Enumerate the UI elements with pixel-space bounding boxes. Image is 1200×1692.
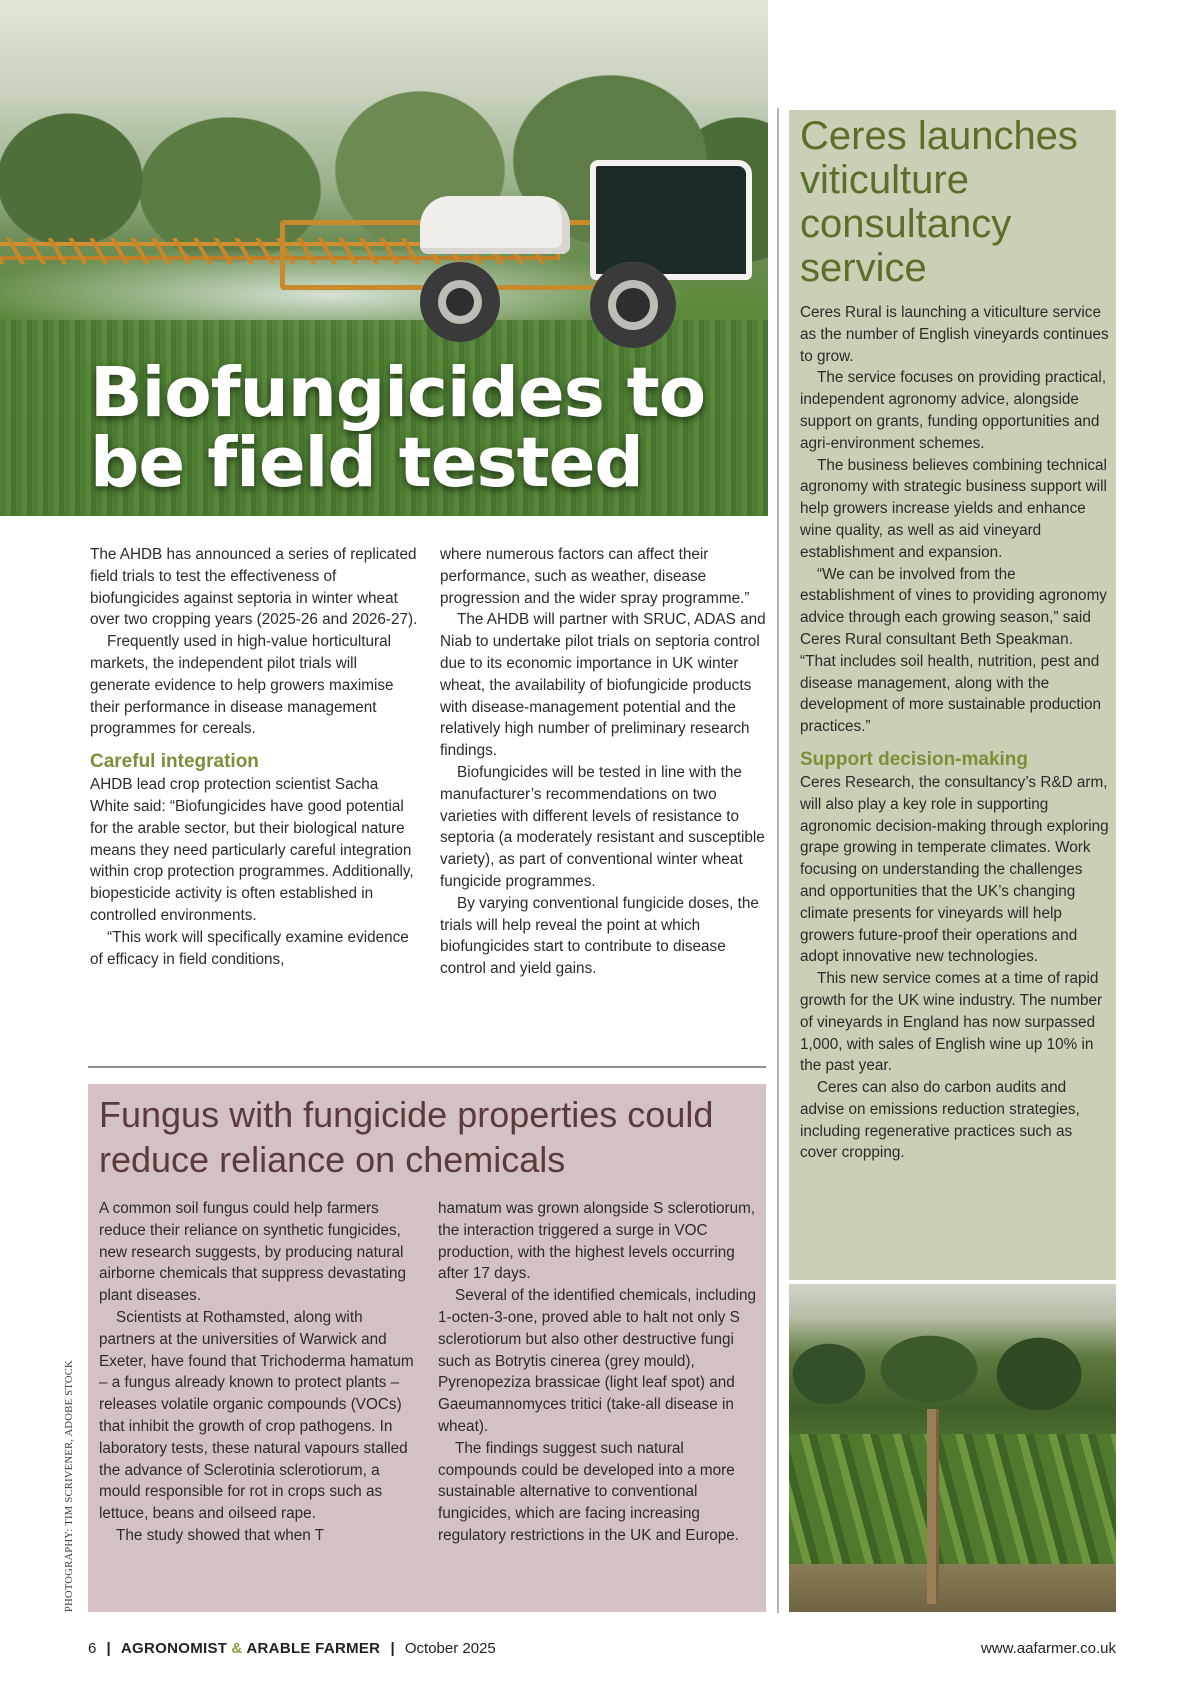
publication-name-part-2: ARABLE FARMER xyxy=(246,1640,381,1657)
paragraph: Ceres Rural is launching a viticulture service as the number of English vineyards continues to grow. xyxy=(800,304,1109,365)
vineyard-woods xyxy=(789,1314,1116,1424)
page-number: 6 xyxy=(88,1640,97,1657)
ceres-headline: Ceres launches viticulture consultancy service xyxy=(800,114,1078,290)
vineyard-post xyxy=(927,1409,939,1604)
paragraph: By varying conventional fungicide doses, the trials will help reveal the point at which biofungicides start to contribute to disease control and yield gains. xyxy=(440,894,759,978)
paragraph: The AHDB has announced a series of replicated field trials to test the effectiveness of biofungicides against septoria in winter wheat over two cropping years (2025-26 and 2026-27). xyxy=(90,546,418,629)
sprayer-wheel xyxy=(590,262,676,348)
paragraph: A common soil fungus could help farmers reduce their reliance on synthetic fungicides, new research suggests, by producing natural airborne chemicals that suppress devastating plant diseases. xyxy=(99,1200,406,1305)
paragraph: Several of the identified chemicals, including 1-octen-3-one, proved able to halt not only S sclerotiorum but also other destructive fungi such as Botrytis cinerea (grey mould), Pyrenopeziza brassicae (light leaf spot) and Gaeumannomyces tritici (take-all disease in wheat). xyxy=(438,1287,757,1435)
main-article-column-2 xyxy=(440,544,770,980)
paragraph: AHDB lead crop protection scientist Sacha White said: “Biofungicides have good potential for the arable sector, but their biological nature means they need particularly careful integration within crop protection programmes. Additionally, biopesticide activity is often established in controlled environments. xyxy=(90,776,414,924)
paragraph: The study showed that when T xyxy=(116,1526,325,1544)
fungus-headline: Fungus with fungicide properties could reduce reliance on chemicals xyxy=(99,1094,714,1180)
paragraph: where numerous factors can affect their performance, such as weather, disease progression and the wider spray programme.” xyxy=(440,546,750,607)
hero-image xyxy=(0,0,768,516)
sprayer-tank xyxy=(420,196,570,254)
footer-publication xyxy=(88,1640,496,1657)
main-article-column-1 xyxy=(90,544,420,970)
footer-separator: | xyxy=(106,1640,111,1657)
paragraph: The service focuses on providing practical, independent agronomy advice, alongside support on grants, funding opportunities and agri-environment schemes. xyxy=(800,369,1107,452)
publication-ampersand: & xyxy=(231,1640,243,1657)
column-divider xyxy=(777,108,779,1613)
paragraph: Biofungicides will be tested in line with the manufacturer’s recommendations on two varieties with different levels of resistance to septoria (a moderately resistant and susceptible variety), as part of conventional winter wheat fungicide programmes. xyxy=(440,763,765,890)
publication-name-part-1: AGRONOMIST xyxy=(120,1640,228,1657)
sprayer-wheel xyxy=(420,262,500,342)
photo-credit: PHOTOGRAPHY: TIM SCRIVENER, ADOBE STOCK xyxy=(64,1360,75,1612)
vineyard-ground xyxy=(789,1564,1116,1612)
headline: Biofungicides to be field tested xyxy=(90,353,706,503)
fungus-column-1 xyxy=(99,1198,417,1547)
footer-separator: | xyxy=(390,1640,395,1657)
paragraph: The business believes combining technical agronomy with strategic business support will help growers increase yields and enhance wine quality, as well as aid vineyard establishment and expansion. xyxy=(800,456,1107,561)
vineyard-image xyxy=(789,1284,1116,1612)
footer-url[interactable]: www.aafarmer.co.uk xyxy=(980,1640,1116,1657)
sprayer-cab xyxy=(590,160,752,280)
paragraph: “This work will specifically examine evidence of efficacy in field conditions, xyxy=(90,928,409,968)
paragraph: This new service comes at a time of rapid growth for the UK wine industry. The number of vineyards in England has now surpassed 1,000, with sales of English wine up 10% in the past year. xyxy=(800,970,1103,1075)
section-divider xyxy=(88,1066,766,1068)
paragraph: “We can be involved from the establishment of vines to providing agronomy advice through each growing season,” said Ceres Rural consultant Beth Speakman. “That includes soil health, nutrition, pest and disease management, along with the development of more sustainable production practices.” xyxy=(800,565,1107,736)
paragraph: Frequently used in high-value horticultural markets, the independent pilot trials will generate evidence to help growers maximise their performance in disease management programmes for cereals. xyxy=(90,633,394,738)
ceres-article-text xyxy=(800,302,1110,1164)
paragraph: Ceres Research, the consultancy’s R&D arm, will also play a key role in supporting agronomic decision-making through exploring grape growing in temperate climates. Work focusing on understanding the challenges and opportunities that the UK’s changing climate presents for vineyards will help growers future-proof their operations and adopt innovative new technologies. xyxy=(800,773,1109,966)
vine-rows xyxy=(789,1434,1116,1564)
subheading: Careful integration xyxy=(90,751,259,773)
paragraph: The AHDB will partner with SRUC, ADAS and Niab to undertake pilot trials on septoria control due to its economic importance in UK winter wheat, the availability of biofungicide products with disease-management potential and the relatively high number of preliminary research findings. xyxy=(440,611,766,760)
paragraph: Scientists at Rothamsted, along with partners at the universities of Warwick and Exeter, have found that Trichoderma hamatum – a fungus already known to protect plants – releases volatile organic compounds (VOCs) that inhibit the growth of crop pathogens. In laboratory tests, these natural vapours stalled the advance of Sclerotinia sclerotiorum, a mould responsible for rot in crops such as lettuce, beans and oilseed rape. xyxy=(99,1308,414,1523)
paragraph: Ceres can also do carbon audits and advise on emissions reduction strategies, including regenerative practices such as cover cropping. xyxy=(800,1079,1080,1162)
fungus-column-2 xyxy=(438,1198,760,1547)
subheading: Support decision-making xyxy=(800,748,1029,770)
paragraph: The findings suggest such natural compounds could be developed into a more sustainable alternative to conventional fungicides, which are facing increasing regulatory restrictions in the UK and Europe. xyxy=(438,1439,739,1544)
issue-date: October 2025 xyxy=(404,1640,496,1657)
paragraph: hamatum was grown alongside S sclerotiorum, the interaction triggered a surge in VOC production, with the highest levels occurring after 17 days. xyxy=(438,1200,756,1283)
